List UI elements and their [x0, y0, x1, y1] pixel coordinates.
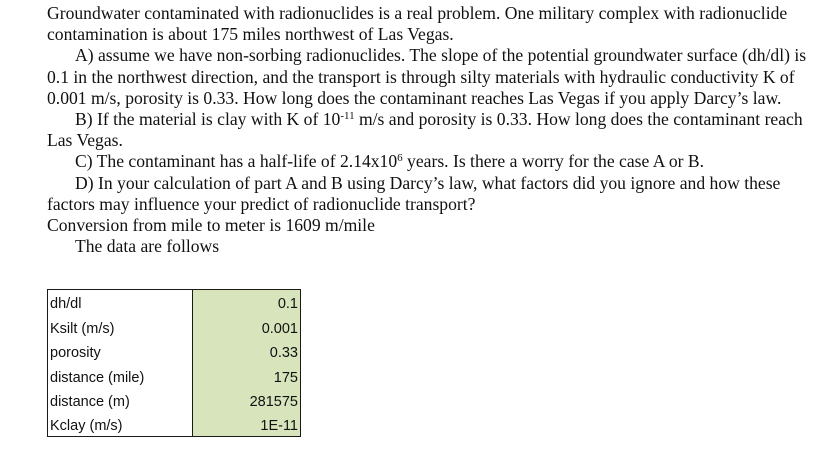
- part-c-text-start: C) The contaminant has a half-life of 2.14x10: [75, 151, 398, 172]
- row-value: 281575: [193, 388, 301, 412]
- part-b-paragraph: [47, 109, 822, 151]
- row-label: Ksilt (m/s): [48, 314, 193, 338]
- part-b-exponent: -11: [340, 110, 355, 123]
- row-label: dh/dl: [48, 290, 193, 315]
- row-value: 1E-11: [193, 412, 301, 437]
- table-row: [48, 363, 301, 387]
- part-b-text-end: m/s and porosity is 0.33. How long does the contaminant reach Las Vegas.: [47, 109, 803, 151]
- part-c-text-end: years. Is there a worry for the case A or B.: [402, 151, 705, 172]
- row-value: 175: [193, 363, 301, 387]
- row-label: distance (mile): [48, 363, 193, 387]
- part-c-paragraph: [47, 151, 822, 172]
- part-a-paragraph: A) assume we have non-sorbing radionuclides. The slope of the potential groundwater surface (dh/dl) is 0.1 in the northwest direction, and the transport is through silty materials with hydraulic conductivity K of 0.001 m/s, porosity is 0.33. How long does the contaminant reaches Las Vegas if you apply Darcy’s law.: [47, 45, 807, 108]
- row-value: 0.1: [193, 290, 301, 315]
- row-label: porosity: [48, 339, 193, 363]
- part-d-paragraph: D) In your calculation of part A and B using Darcy’s law, what factors did you ignore and how these factors may influence your predict of radionuclide transport?: [47, 172, 781, 214]
- part-c-exponent: 6: [397, 152, 403, 165]
- table-row: [48, 339, 301, 363]
- row-label: Kclay (m/s): [48, 412, 193, 437]
- data-table: [47, 289, 301, 437]
- table-row: [48, 388, 301, 412]
- intro-paragraph: Groundwater contaminated with radionuclides is a real problem. One military complex with radionuclide contamination is about 175 miles northwest of Las Vegas.: [47, 3, 788, 45]
- row-value: 0.001: [193, 314, 301, 338]
- table-row: [48, 290, 301, 315]
- conversion-note: Conversion from mile to meter is 1609 m/mile: [47, 215, 375, 236]
- row-value: 0.33: [193, 339, 301, 363]
- part-b-text-start: B) If the material is clay with K of 10: [75, 109, 341, 130]
- data-heading: The data are follows: [75, 236, 220, 257]
- table-row: [48, 412, 301, 437]
- table-row: [48, 314, 301, 338]
- row-label: distance (m): [48, 388, 193, 412]
- problem-text: [47, 3, 822, 257]
